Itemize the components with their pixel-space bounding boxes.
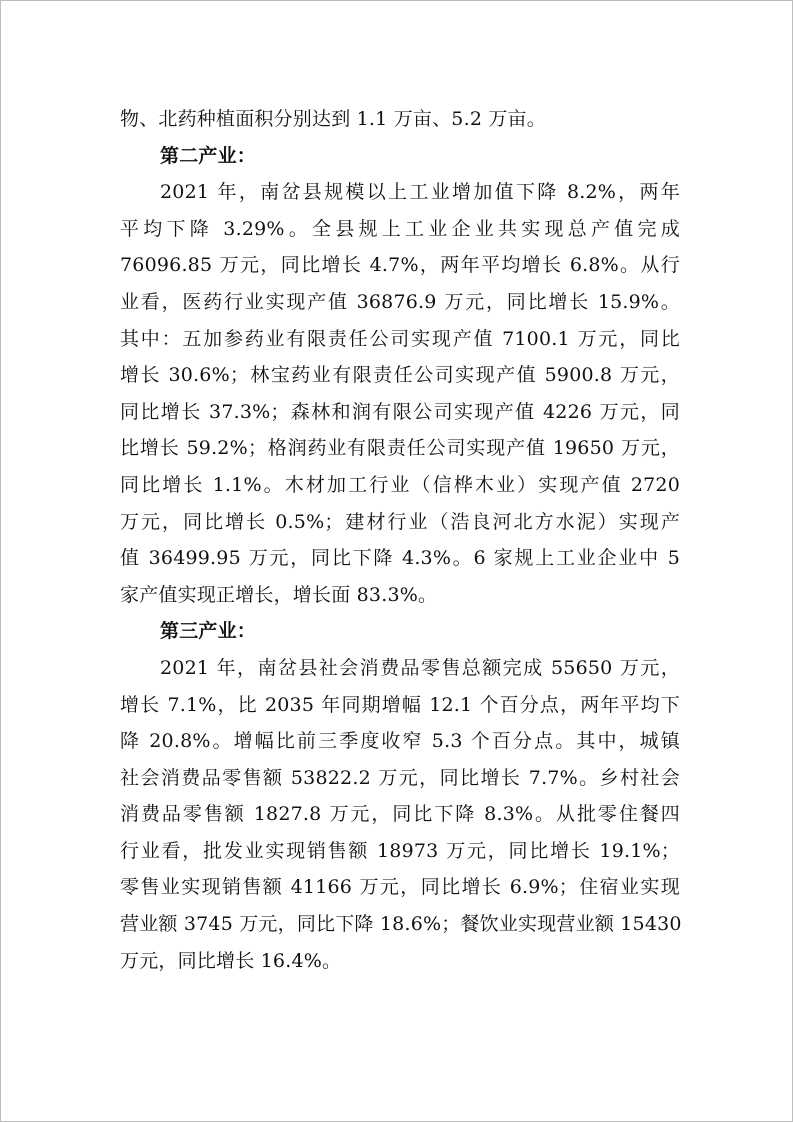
paragraph-line: 降 20.8%。增幅比前三季度收窄 5.3 个百分点。其中，城镇	[120, 730, 680, 753]
section-heading-secondary-industry: 第二产业：	[160, 144, 257, 167]
paragraph-line: 营业额 3745 万元，同比下降 18.6%；餐饮业实现营业额 15430	[120, 913, 682, 936]
section-heading-tertiary-industry: 第三产业：	[160, 620, 257, 643]
paragraph-line: 76096.85 万元，同比增长 4.7%，两年平均增长 6.8%。从行	[120, 254, 680, 277]
paragraph-line: 比增长 59.2%；格润药业有限责任公司实现产值 19650 万元，	[120, 437, 680, 460]
paragraph-line: 行业看，批发业实现销售额 18973 万元，同比增长 19.1%；	[120, 839, 680, 862]
paragraph-line: 值 36499.95 万元，同比下降 4.3%。6 家规上工业企业中 5	[120, 547, 680, 570]
paragraph-line: 社会消费品零售额 53822.2 万元，同比增长 7.7%。乡村社会	[120, 766, 680, 789]
paragraph-line: 万元，同比增长 16.4%。	[120, 949, 342, 972]
paragraph-line: 物、北药种植面积分别达到 1.1 万亩、5.2 万亩。	[120, 108, 546, 130]
paragraph-line: 2021 年，南岔县社会消费品零售总额完成 55650 万元，	[160, 656, 680, 679]
paragraph-line: 零售业实现销售额 41166 万元，同比增长 6.9%；住宿业实现	[120, 876, 680, 899]
paragraph-line: 同比增长 37.3%；森林和润有限公司实现产值 4226 万元，同	[120, 400, 680, 423]
paragraph-line: 平均下降 3.29%。全县规上工业企业共实现总产值完成	[120, 217, 680, 240]
paragraph-line: 消费品零售额 1827.8 万元，同比下降 8.3%。从批零住餐四	[120, 803, 680, 826]
paragraph-line: 同比增长 1.1%。木材加工行业（信桦木业）实现产值 2720	[120, 473, 680, 496]
paragraph-line: 万元，同比增长 0.5%；建材行业（浩良河北方水泥）实现产	[120, 510, 680, 533]
paragraph-line: 增长 7.1%，比 2035 年同期增幅 12.1 个百分点，两年平均下	[120, 693, 680, 716]
paragraph-line: 家产值实现正增长，增长面 83.3%。	[120, 583, 438, 606]
paragraph-line: 业看，医药行业实现产值 36876.9 万元，同比增长 15.9%。	[120, 290, 680, 313]
document-body	[120, 101, 680, 979]
paragraph-line: 2021 年，南岔县规模以上工业增加值下降 8.2%，两年	[160, 181, 680, 204]
paragraph-line: 增长 30.6%；林宝药业有限责任公司实现产值 5900.8 万元，	[120, 364, 680, 387]
paragraph-line: 其中：五加参药业有限责任公司实现产值 7100.1 万元，同比	[120, 327, 680, 350]
